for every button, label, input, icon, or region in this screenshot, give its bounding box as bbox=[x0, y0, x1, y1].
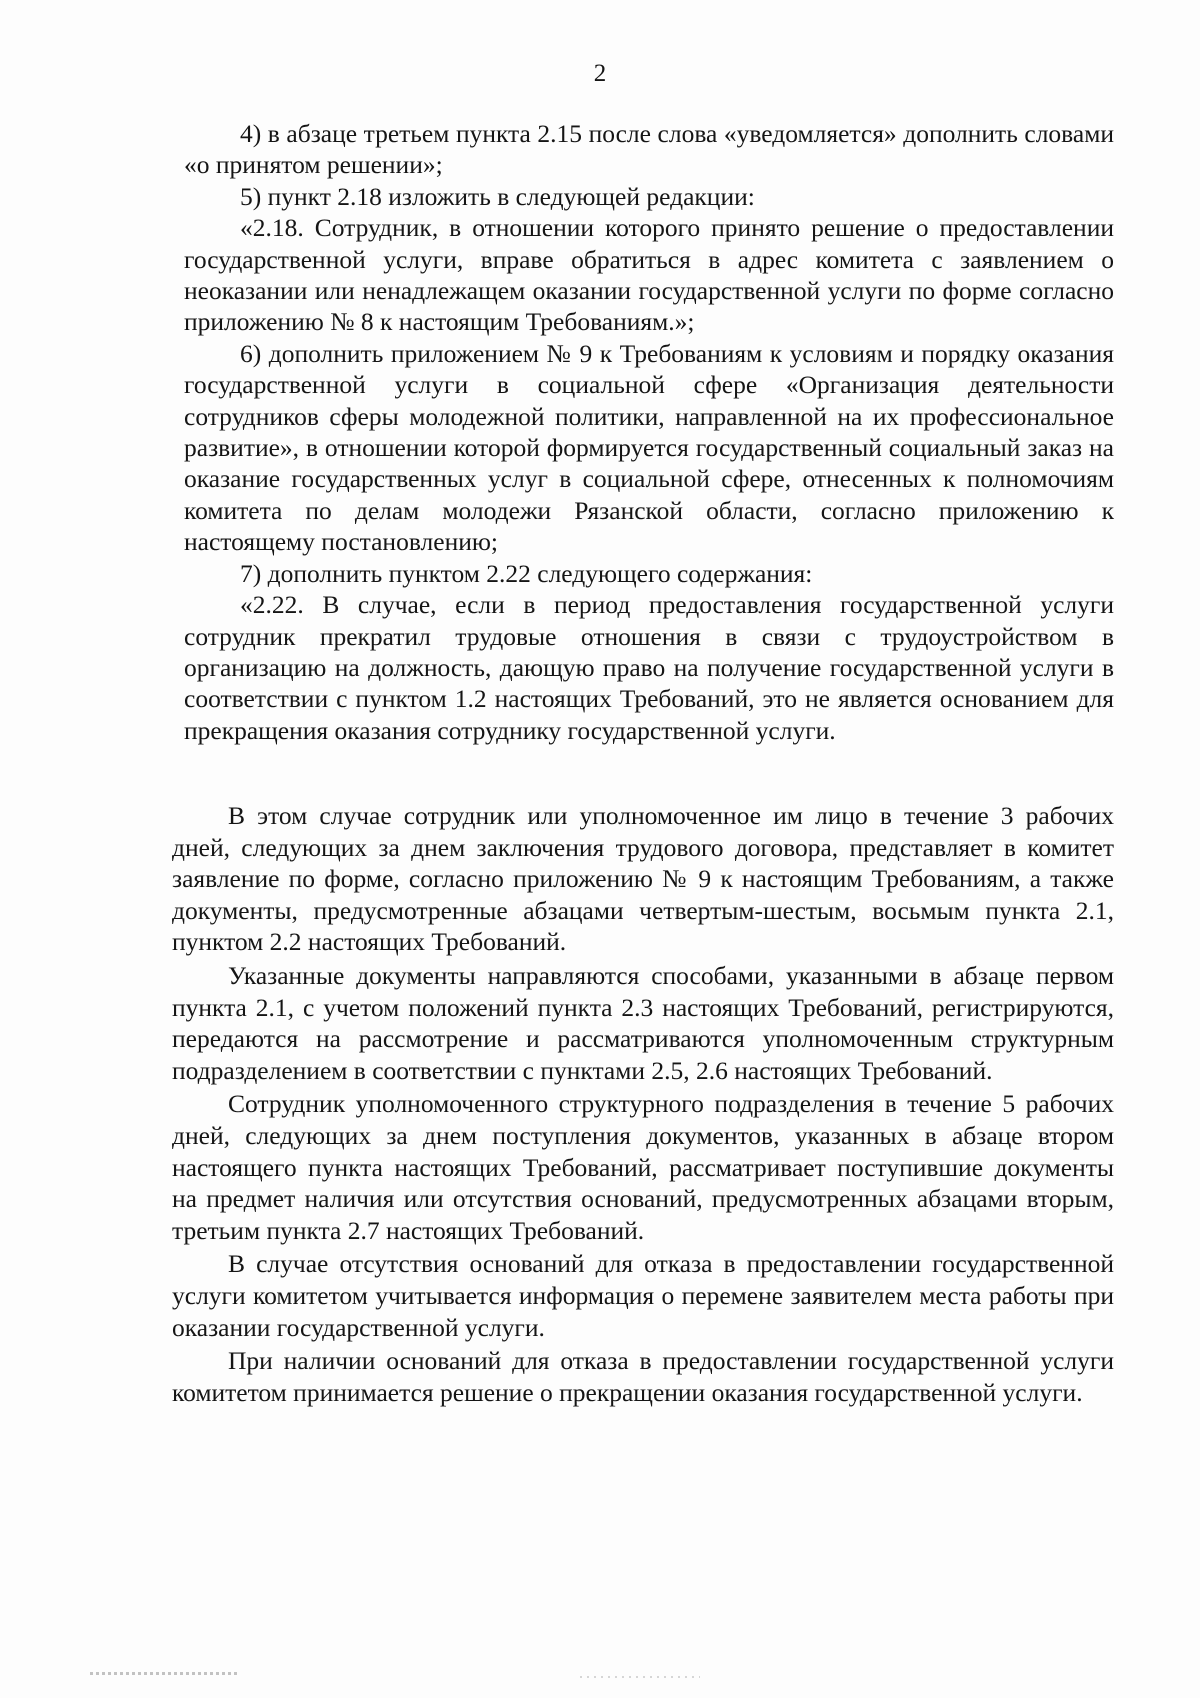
paragraph-item-5: 5) пункт 2.18 изложить в следующей редакции: bbox=[240, 181, 755, 211]
paragraph-item-4: 4) в абзаце третьем пункта 2.15 после слова «уведомляется» дополнить словами «о принятом решении»; bbox=[184, 119, 1114, 180]
scan-artifact bbox=[580, 1676, 700, 1678]
document-body-lower bbox=[172, 800, 1114, 1410]
paragraph-grounds-present: При наличии оснований для отказа в предоставлении государственной услуги комитетом принимается решение о прекращении оказания государственной услуги. bbox=[172, 1346, 1114, 1407]
paragraph-item-7: 7) дополнить пунктом 2.22 следующего содержания: bbox=[240, 558, 813, 588]
paragraph-documents-sent: Указанные документы направляются способами, указанными в абзаце первом пункта 2.1, с учетом положений пункта 2.3 настоящих Требований, регистрируются, передаются на рассмотрение и рассматриваются уполномоченным структурным подразделением в соответствии с пунктами 2.5, 2.6 настоящих Требований. bbox=[172, 960, 1114, 1085]
paragraph-2-22: «2.22. В случае, если в период предоставления государственной услуги сотрудник прекратил трудовые отношения в связи с трудоустройством в организацию на должность, дающую право на получение государственной услуги в соответствии с пунктом 1.2 настоящих Требований, это не является основанием для прекращения оказания сотруднику государственной услуги. bbox=[184, 590, 1114, 745]
paragraph-in-this-case: В этом случае сотрудник или уполномоченное им лицо в течение 3 рабочих дней, следующих за днем заключения трудового договора, представляет в комитет заявление по форме, согласно приложению № 9 к настоящим Требованиям, а также документы, предусмотренные абзацами четвертым-шестым, восьмым пункта 2.1, пунктом 2.2 настоящих Требований. bbox=[172, 801, 1114, 957]
paragraph-employee-review: Сотрудник уполномоченного структурного подразделения в течение 5 рабочих дней, следующих за днем поступления документов, указанных в абзаце втором настоящего пункта настоящих Требований, рассматривает поступившие документы на предмет наличия или отсутствия оснований, предусмотренных абзацами вторым, третьим пункта 2.7 настоящих Требований. bbox=[172, 1089, 1114, 1245]
paragraph-2-18: «2.18. Сотрудник, в отношении которого принято решение о предоставлении государственной услуги, вправе обратиться в адрес комитета с заявлением о неоказании или ненадлежащем оказании государственной услуги по форме согласно приложению № 8 к настоящим Требованиям.»; bbox=[184, 213, 1114, 337]
scan-artifact bbox=[90, 1672, 240, 1675]
page-number: 2 bbox=[593, 60, 607, 87]
paragraph-item-6: 6) дополнить приложением № 9 к Требованиям к условиям и порядку оказания государственной услуги в социальной сфере «Организация деятельности сотрудников сферы молодежной политики, направленной на их профессиональное развитие», в отношении которой формируется государственный социальный заказ на оказание государственных услуг в социальной сфере, отнесенных к полномочиям комитета по делам молодежи Рязанской области, согласно приложению к настоящему постановлению; bbox=[184, 338, 1114, 557]
paragraph-no-grounds: В случае отсутствия оснований для отказа в предоставлении государственной услуги комитетом учитывается информация о перемене заявителем места работы при оказании государственной услуги. bbox=[172, 1249, 1114, 1342]
document-body-upper bbox=[184, 118, 1114, 746]
